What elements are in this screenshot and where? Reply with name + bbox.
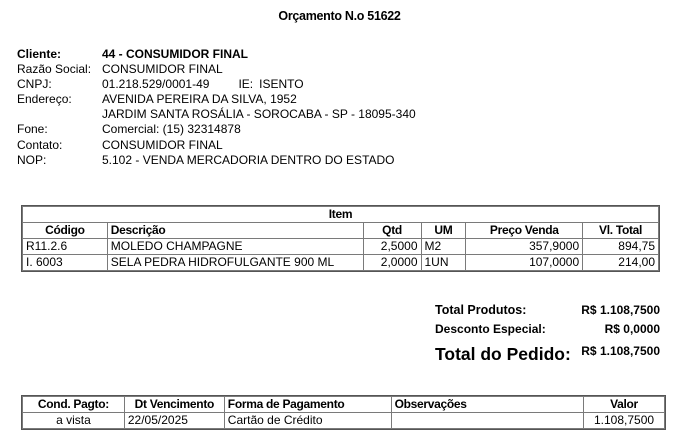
nop-value: 5.102 - VENDA MERCADORIA DENTRO DO ESTADO	[102, 152, 395, 167]
contato-row	[17, 138, 416, 153]
cell-codigo: R11.2.6	[23, 239, 108, 255]
cell-codigo: I. 6003	[23, 255, 108, 271]
items-header-row	[23, 223, 659, 239]
header-descricao: Descrição	[107, 223, 363, 239]
razao-social-label: Razão Social:	[17, 62, 92, 77]
payment-table	[22, 396, 665, 429]
cliente-value: 44 - CONSUMIDOR FINAL	[102, 47, 249, 61]
fone-value: Comercial: (15) 32314878	[102, 122, 241, 137]
cell-qtd: 2,0000	[363, 255, 421, 271]
table-row	[23, 413, 665, 429]
table-row	[23, 255, 659, 271]
nop-row	[17, 153, 416, 168]
total-pedido-row	[435, 343, 660, 363]
total-produtos-value: R$ 1.108,7500	[581, 303, 660, 317]
contato-label: Contato:	[17, 137, 63, 152]
razao-social-row	[17, 62, 416, 77]
cliente-label: Cliente:	[17, 47, 62, 61]
header-valor: Valor	[584, 397, 665, 413]
desconto-row	[435, 323, 660, 343]
cnpj-value: 01.218.529/0001-49	[102, 77, 210, 92]
items-title: Item	[23, 207, 659, 223]
cell-preco-venda: 107,0000	[466, 255, 583, 271]
client-row	[17, 47, 416, 62]
table-row	[23, 239, 659, 255]
cell-vl-total: 894,75	[583, 239, 659, 255]
payment-header-row	[23, 397, 665, 413]
total-produtos-row	[435, 303, 660, 323]
total-pedido-value: R$ 1.108,7500	[581, 344, 660, 358]
header-observacoes: Observações	[391, 397, 583, 413]
total-produtos-label: Total Produtos:	[435, 303, 527, 317]
header-um: UM	[421, 223, 466, 239]
header-qtd: Qtd	[363, 223, 421, 239]
document-title: Orçamento N.o 51622	[278, 9, 401, 23]
ie-label: IE:	[238, 77, 254, 92]
cnpj-label: CNPJ:	[17, 77, 52, 92]
cell-forma-pagamento: Cartão de Crédito	[224, 413, 391, 429]
cell-observacoes	[391, 413, 583, 429]
cell-cond-pagto: a vista	[23, 413, 125, 429]
cell-valor: 1.108,7500	[584, 413, 665, 429]
cell-dt-vencimento: 22/05/2025	[124, 413, 224, 429]
ie-value: ISENTO	[259, 77, 304, 92]
fone-row	[17, 122, 416, 137]
items-table	[22, 206, 659, 271]
header-dt-vencimento: Dt Vencimento	[124, 397, 224, 413]
header-cond-pagto: Cond. Pagto:	[23, 397, 125, 413]
contato-value: CONSUMIDOR FINAL	[102, 137, 223, 152]
cell-qtd: 2,5000	[363, 239, 421, 255]
header-codigo: Código	[23, 223, 108, 239]
cell-um: 1UN	[421, 255, 466, 271]
header-forma-pagamento: Forma de Pagamento	[224, 397, 391, 413]
endereco-line2: JARDIM SANTA ROSÁLIA - SOROCABA - SP - 18095-340	[102, 107, 416, 122]
endereco-line1: AVENIDA PEREIRA DA SILVA, 1952	[102, 92, 297, 107]
total-pedido-label: Total do Pedido:	[435, 344, 571, 364]
cell-descricao: SELA PEDRA HIDROFULGANTE 900 ML	[107, 255, 363, 271]
nop-label: NOP:	[17, 152, 47, 167]
header-vl-total: Vl. Total	[583, 223, 659, 239]
desconto-value: R$ 0,0000	[604, 322, 660, 336]
desconto-label: Desconto Especial:	[435, 322, 546, 336]
razao-social-value: CONSUMIDOR FINAL	[102, 62, 223, 77]
cell-vl-total: 214,00	[583, 255, 659, 271]
endereco-label: Endereço:	[17, 92, 72, 107]
header-preco-venda: Preço Venda	[466, 223, 583, 239]
totals-block	[435, 303, 660, 363]
client-info	[17, 47, 416, 168]
cell-descricao: MOLEDO CHAMPAGNE	[107, 239, 363, 255]
endereco-row	[17, 92, 416, 107]
cnpj-row	[17, 77, 416, 92]
items-title-row	[23, 207, 659, 223]
cell-preco-venda: 357,9000	[466, 239, 583, 255]
cell-um: M2	[421, 239, 466, 255]
fone-label: Fone:	[17, 122, 48, 137]
endereco-row-2	[17, 107, 416, 122]
